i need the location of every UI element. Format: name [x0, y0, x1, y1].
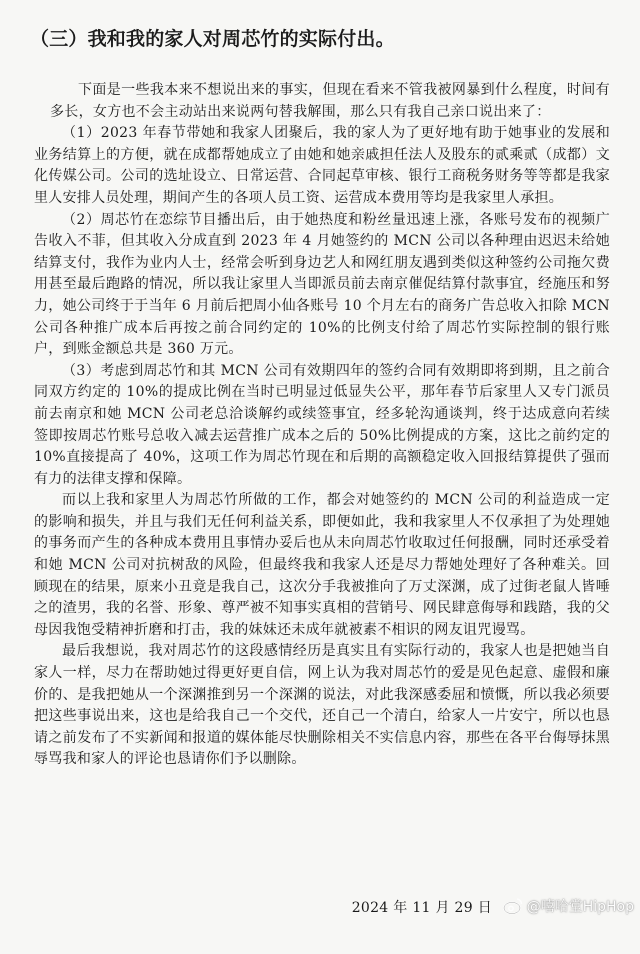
section-heading: （三）我和我的家人对周芯竹的实际付出。: [30, 28, 395, 50]
paragraph-closing: 最后我想说，我对周芯竹的这段感情经历是真实且有实际行动的，我家人也是把她当自家人一样，尽力在帮助她过得更好更自信，网上认为我对周芯竹的爱是见色起意、虚假和廉价的、是我把她从一个深渊推到另一个深渊的说法，对此我深感委屈和愤慨，所以我必须要把这些事说出来，这也是给我自己一个交代，还自己一个清白，给家人一片安宁，所以也恳请之前发布了不实新闻和报道的媒体能尽快删除相关不实信息内容，那些在各平台侮辱抹黑辱骂我和家人的评论也恳请你们予以删除。: [34, 643, 610, 768]
watermark: [503, 896, 634, 916]
document-body: [34, 80, 610, 771]
paragraph-summary: 而以上我和家里人为周芯竹所做的工作，都会对她签约的 MCN 公司的利益造成一定的影响和损失，并且与我们无任何利益关系，即便如此，我和我家里人不仅承担了为处理她的事务而产生的各种成本费用且事情办妥后也从未向周芯竹收取过任何报酬，同时还承受着和她 MCN 公司对抗树敌的风险，但最终我和我家人还是尽力帮她处理好了各种难关。回顾现在的结果，原来小丑竟是我自己，这次分手我被推向了万丈深渊，成了过街老鼠人皆唾之的渣男，我的名誉、形象、尊严被不知事实真相的营销号、网民肆意侮辱和践踏，我的父母因我饱受精神折磨和打击，我的妹妹还未成年就被素不相识的网友诅咒谩骂。: [34, 492, 610, 638]
watermark-text: @嘻哈堂HipHop: [526, 899, 634, 915]
paragraph-intro: 下面是一些我本来不想说出来的事实，但现在看来不管我被网暴到什么程度，时间有多长，女方也不会主动站出来说两句替我解围，那么只有我自己亲口说出来了：: [50, 82, 610, 120]
paragraph-item-2: （2）周芯竹在恋综节目播出后，由于她热度和粉丝量迅速上涨，各账号发布的视频广告收入不菲，但其收入分成直到 2023 年 4 月她签约的 MCN 公司以各种理由迟迟未给她结算支付，我作为业内人士，经常会听到身边艺人和网红朋友遇到类似这种签约公司拖欠费用甚至最后跑路的情况，所以我让家里人当即派员前去南京催促结算付款事宜，经施压和努力，她公司终于于当年 6 月前后把周小仙各账号 10 个月左右的商务广告总收入扣除 MCN 公司各种推广成本后再按之前合同约定的 10%的比例支付给了周芯竹实际控制的银行账户，到账金额总共是 360 万元。: [34, 211, 610, 358]
weibo-icon: [503, 897, 523, 915]
paragraph-item-3: （3）考虑到周芯竹和其 MCN 公司有效期四年的签约合同有效期即将到期，且之前合同双方约定的 10%的提成比例在当时已明显过低显失公平，那年春节后家里人又专门派员前去南京和她 MCN 公司老总洽谈解约或续签事宜，经多轮沟通谈判，终于达成意向若续签即按周芯竹账号总收入减去运营推广成本之后的 50%比例提成的方案，这比之前约定的 10%直接提高了 40%，这项工作为周芯竹现在和后期的高额稳定收入回报结算提供了强而有力的法律支撑和保障。: [34, 362, 610, 487]
document-date: 2024 年 11 月 29 日: [351, 900, 492, 916]
paragraph-item-1: （1）2023 年春节带她和我家人团聚后，我的家人为了更好地有助于她事业的发展和业务结算上的方便，就在成都帮她成立了由她和她亲戚担任法人及股东的贰乘贰（成都）文化传媒公司。公司的选址设立、日常运营、合同起草审核、银行工商税务财务等等都是我家里人安排人员处理，期间产生的各项人员工资、运营成本费用等均是我家里人承担。: [34, 125, 610, 206]
